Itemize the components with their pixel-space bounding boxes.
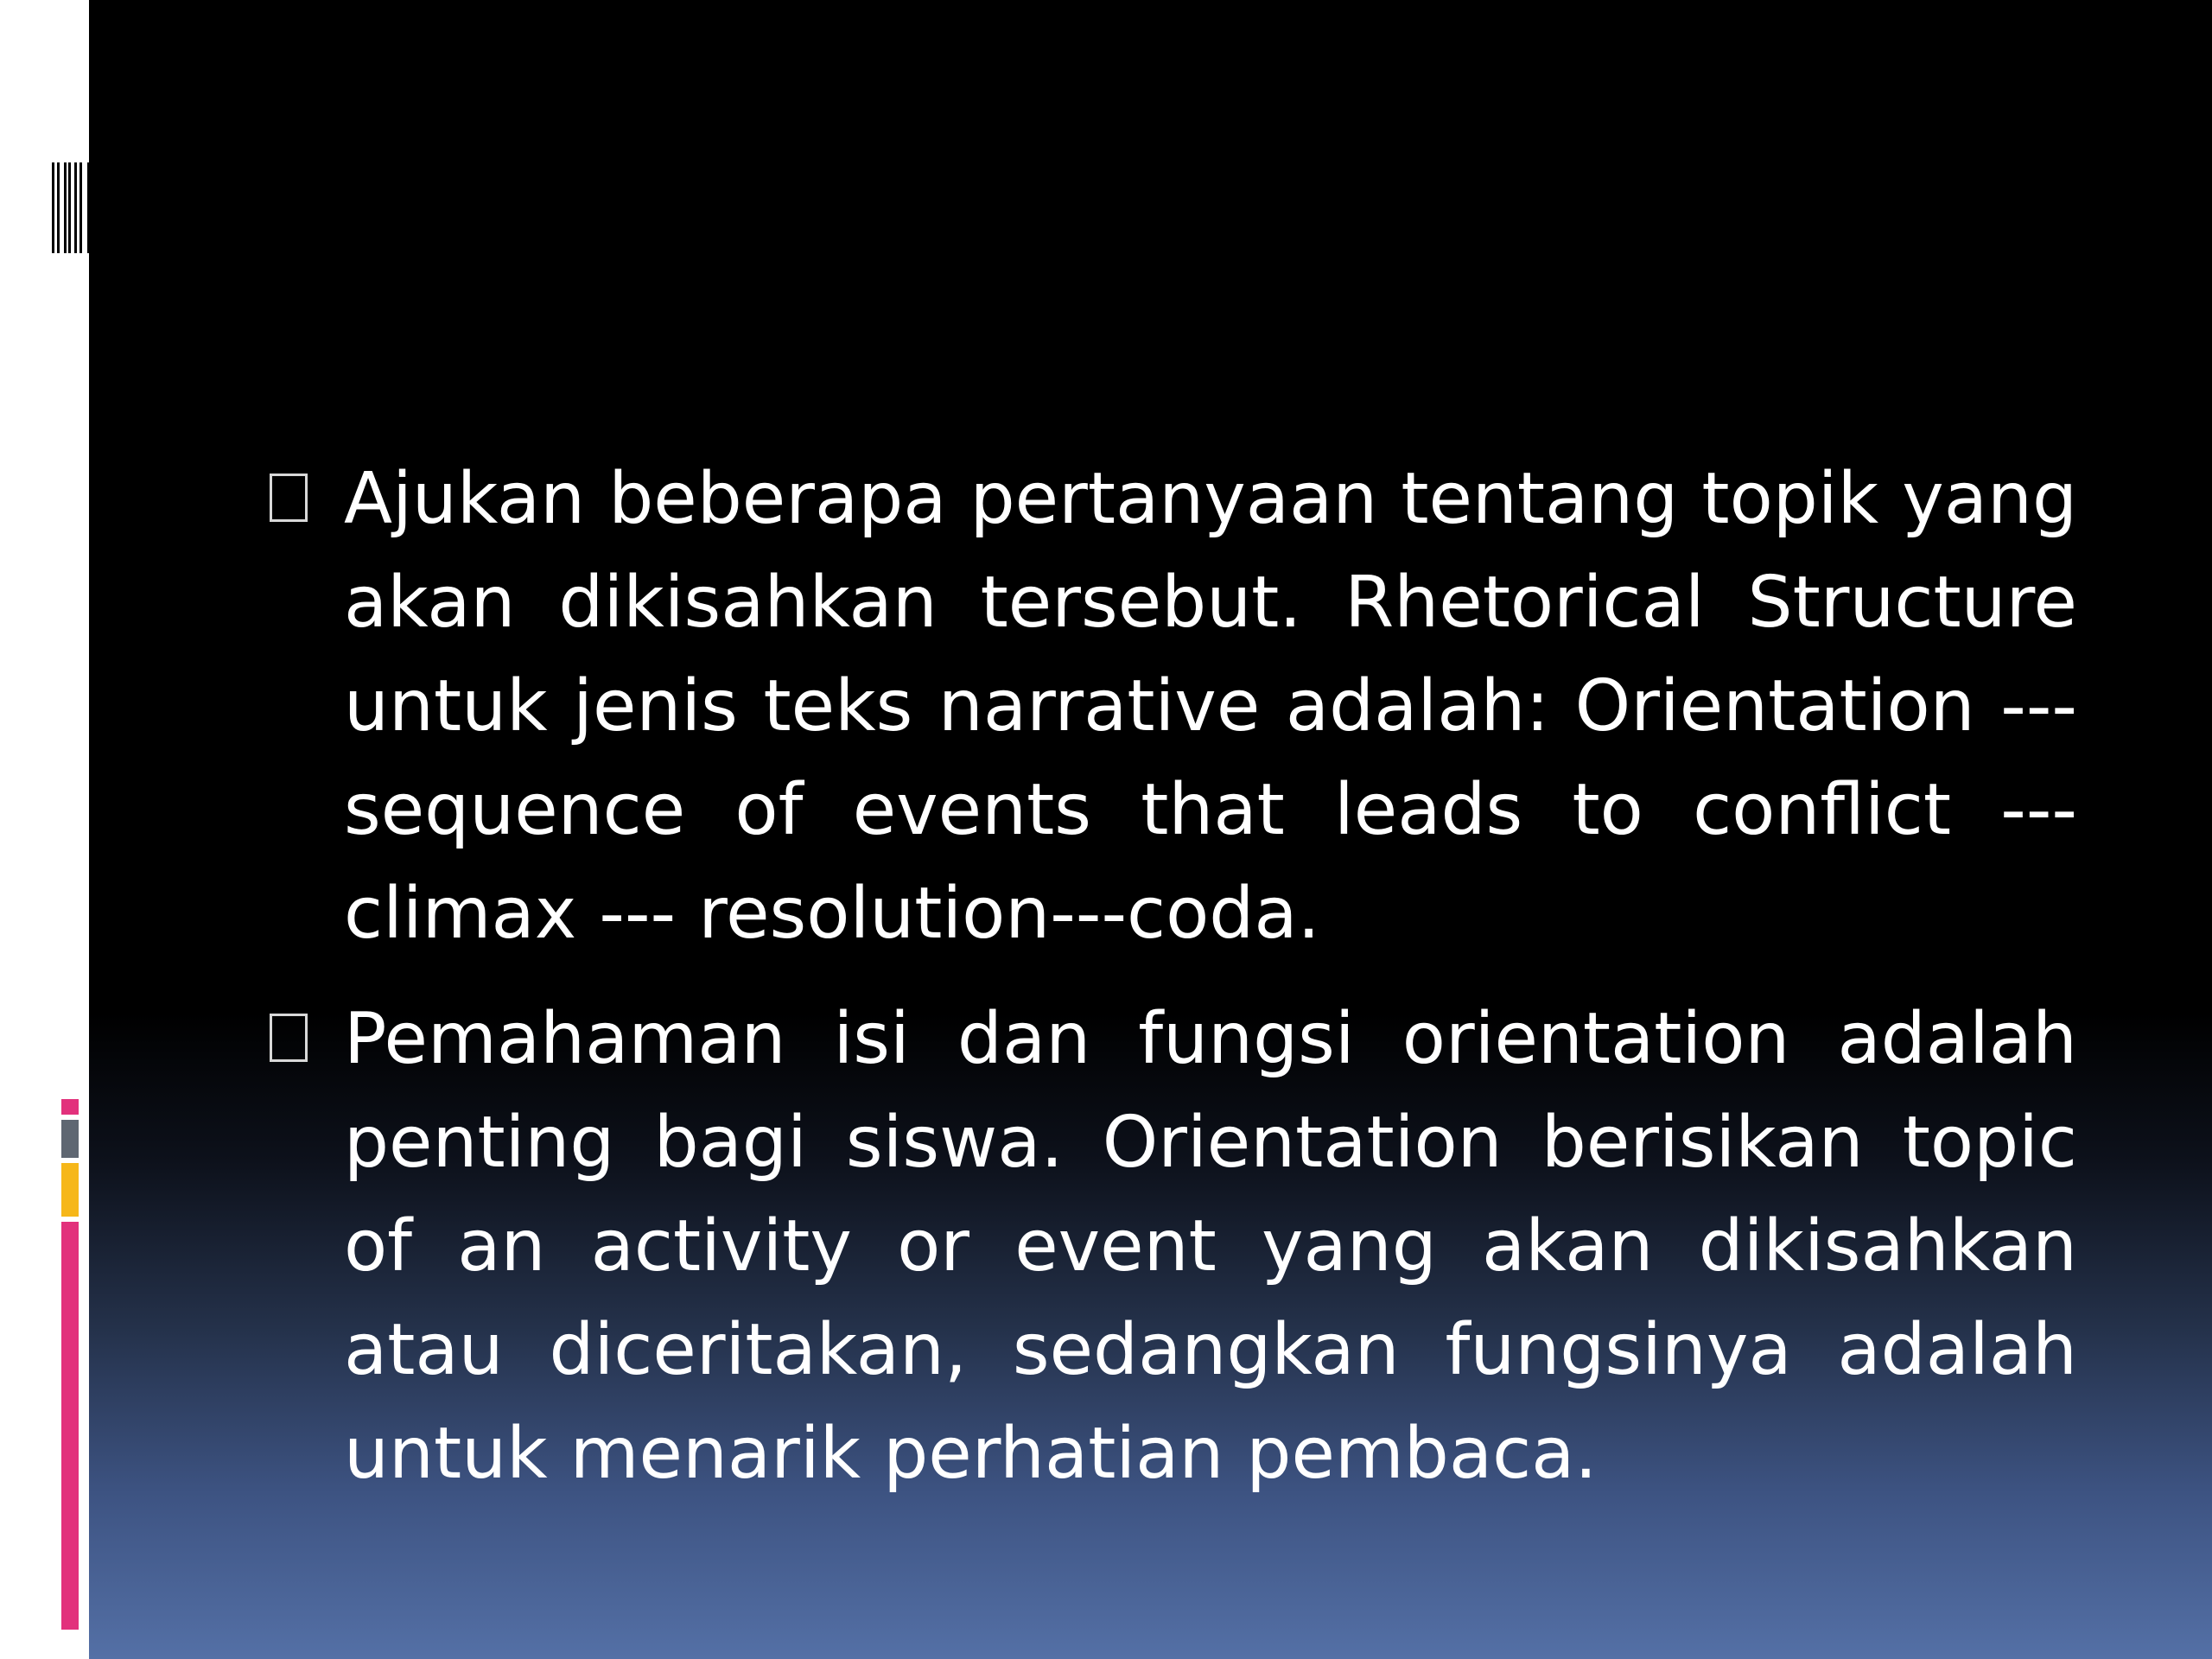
- gray-accent-bar: [61, 1120, 79, 1158]
- bullet-item: [259, 448, 2077, 966]
- bullet-box-icon: [270, 1014, 308, 1062]
- left-margin-strip: [0, 0, 89, 1659]
- yellow-accent-bar: [61, 1163, 79, 1217]
- pink-accent-top: [61, 1099, 79, 1115]
- pink-accent-bar: [61, 1222, 79, 1630]
- bullet-box-icon: [270, 474, 308, 522]
- bullet-item: [259, 988, 2077, 1506]
- bullet-list: [259, 448, 2077, 1528]
- barcode-decoration: [52, 162, 91, 253]
- bullet-text: Pemahaman isi dan fungsi orientation adalah penting bagi siswa. Orientation berisikan topic of an activity or event yang akan dikisahkan atau diceritakan, sedangkan fungsinya adalah untuk menarik perhatian pembaca.: [344, 998, 2077, 1495]
- bullet-text: Ajukan beberapa pertanyaan tentang topik yang akan dikisahkan tersebut. Rhetorical Structure untuk jenis teks narrative adalah: Orientation --- sequence of events that leads to conflict --- climax --- resolution---coda.: [344, 458, 2077, 955]
